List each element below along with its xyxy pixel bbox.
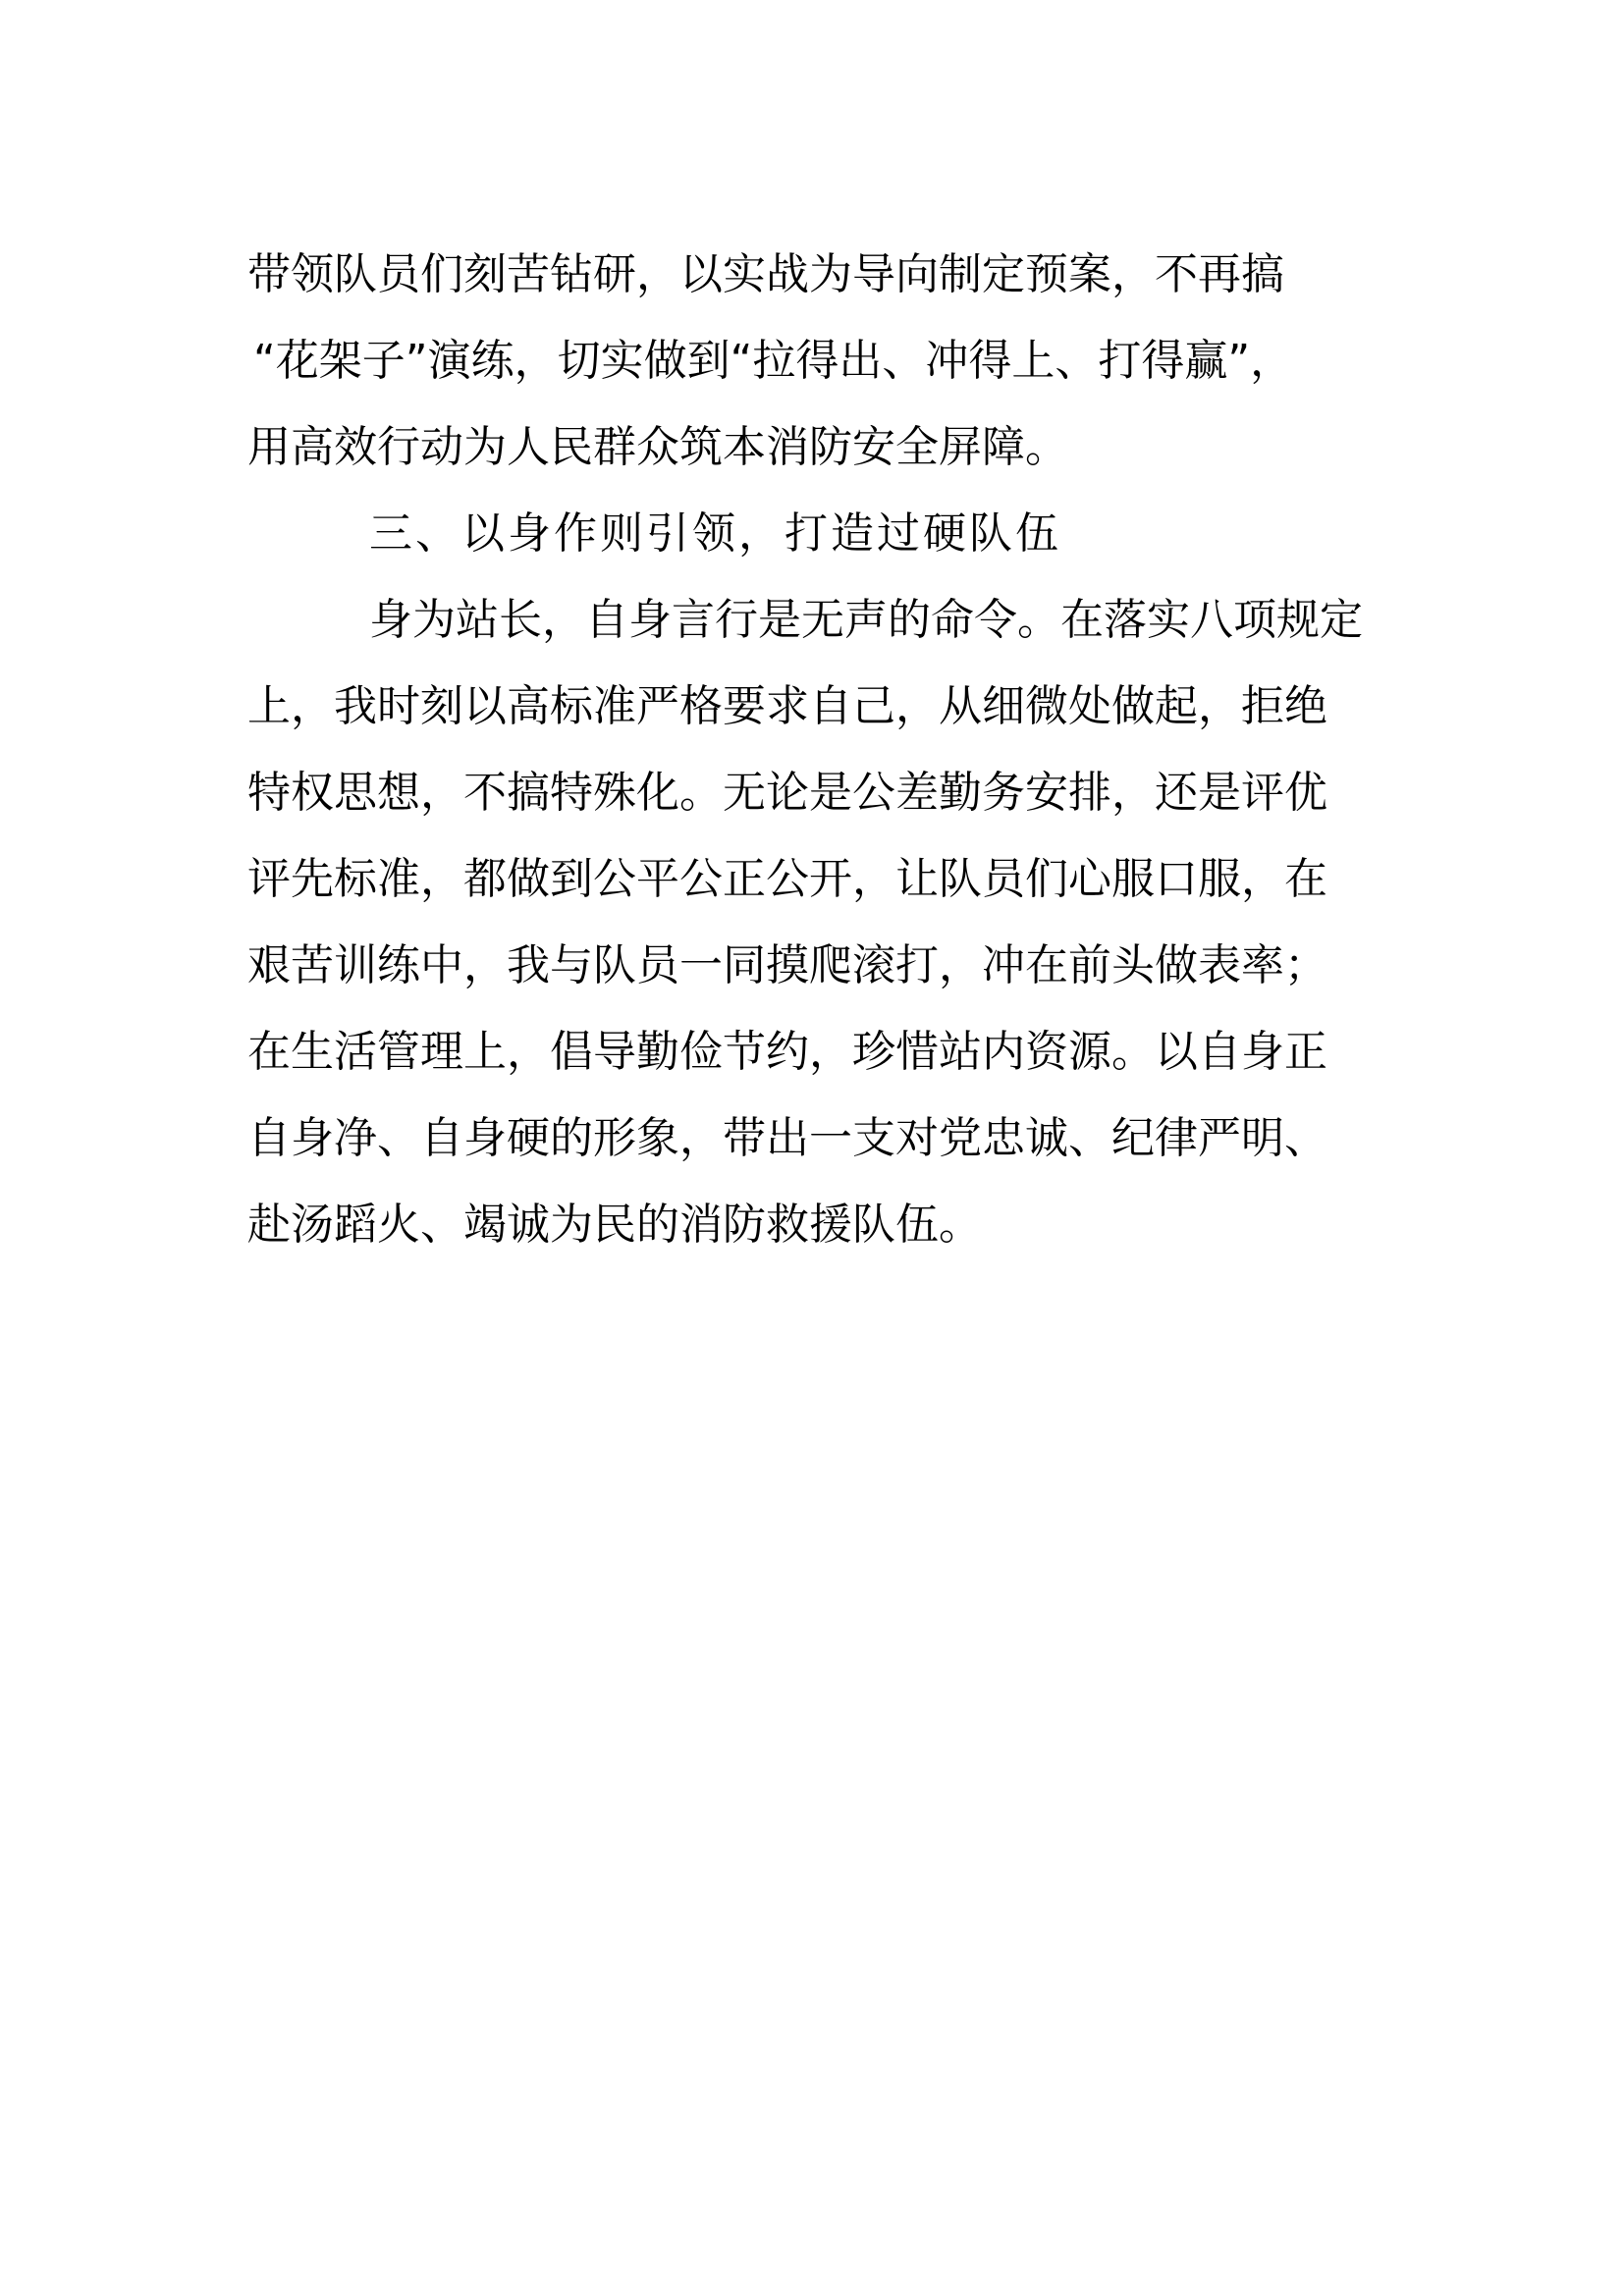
paragraph-line-6: 上，我时刻以高标准严格要求自己，从细微处做起，拒绝 (247, 681, 1327, 731)
paragraph-line-5: 身为站长，自身言行是无声的命令。在落实八项规定 (369, 595, 1363, 645)
paragraph-line-2: “花架子”演练，切实做到“拉得出、冲得上、打得赢”， (253, 336, 1294, 386)
paragraph-line-3: 用高效行动为人民群众筑本消防安全屏障。 (247, 422, 1068, 472)
paragraph-line-11: 自身净、自身硬的形象，带出一支对党忠诚、纪律严明、 (247, 1113, 1327, 1163)
paragraph-line-8: 评先标准，都做到公平公正公开，让队员们心服口服，在 (247, 854, 1327, 904)
paragraph-line-7: 特权思想，不搞特殊化。无论是公差勤务安排，还是评优 (247, 768, 1327, 818)
paragraph-line-1: 带领队员们刻苦钻研，以实战为导向制定预案，不再搞 (247, 249, 1284, 299)
section-heading: 三、以身作则引领，打造过硬队伍 (369, 508, 1061, 559)
document-body (247, 232, 1406, 1268)
paragraph-line-9: 艰苦训练中，我与队员一同摸爬滚打，冲在前头做表率； (247, 940, 1327, 990)
paragraph-line-10: 在生活管理上，倡导勤俭节约，珍惜站内资源。以自身正 (247, 1027, 1327, 1077)
paragraph-line-12: 赴汤蹈火、竭诚为民的消防救援队伍。 (247, 1200, 982, 1250)
